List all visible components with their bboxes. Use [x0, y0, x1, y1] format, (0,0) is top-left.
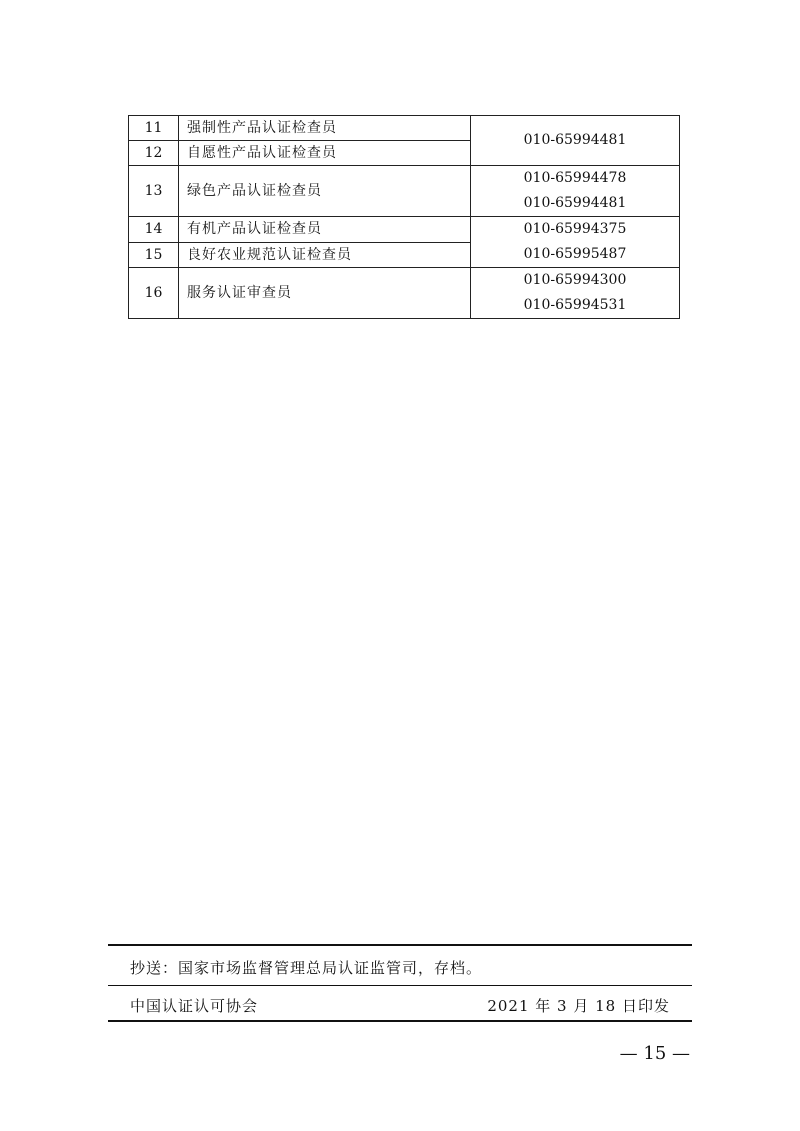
role-name: 自愿性产品认证检查员	[179, 141, 471, 166]
row-number: 14	[129, 217, 179, 243]
row-number: 11	[129, 116, 179, 141]
role-name: 良好农业规范认证检查员	[179, 242, 471, 268]
phone-cell	[471, 217, 680, 268]
cc-line: 抄送：国家市场监督管理总局认证监管司，存档。	[130, 959, 483, 977]
contact-table	[128, 115, 680, 319]
phone-number: 010-65994478	[523, 170, 627, 186]
role-name: 强制性产品认证检查员	[179, 116, 471, 141]
phone-number: 010-65995487	[523, 246, 627, 262]
footer-top-rule	[108, 944, 692, 946]
role-name: 绿色产品认证检查员	[179, 166, 471, 217]
row-number: 13	[129, 166, 179, 217]
page-number: — 15 —	[619, 1043, 690, 1064]
row-number: 12	[129, 141, 179, 166]
issuer-name: 中国认证认可协会	[130, 997, 259, 1015]
role-name: 有机产品认证检查员	[179, 217, 471, 243]
phone-number: 010-65994531	[523, 297, 627, 313]
table-row	[129, 166, 680, 217]
footer-middle-rule	[108, 985, 692, 986]
issue-date: 2021 年 3 月 18 日印发	[487, 997, 670, 1015]
role-name: 服务认证审查员	[179, 268, 471, 319]
phone-cell	[471, 116, 680, 166]
phone-number: 010-65994481	[523, 132, 627, 148]
phone-cell	[471, 166, 680, 217]
table-row	[129, 268, 680, 319]
phone-cell	[471, 268, 680, 319]
phone-number: 010-65994375	[523, 221, 627, 237]
table-row	[129, 217, 680, 243]
phone-number: 010-65994481	[523, 195, 627, 211]
footer-bottom-rule	[108, 1020, 692, 1022]
phone-number: 010-65994300	[523, 272, 627, 288]
table-row	[129, 116, 680, 141]
row-number: 15	[129, 242, 179, 268]
row-number: 16	[129, 268, 179, 319]
